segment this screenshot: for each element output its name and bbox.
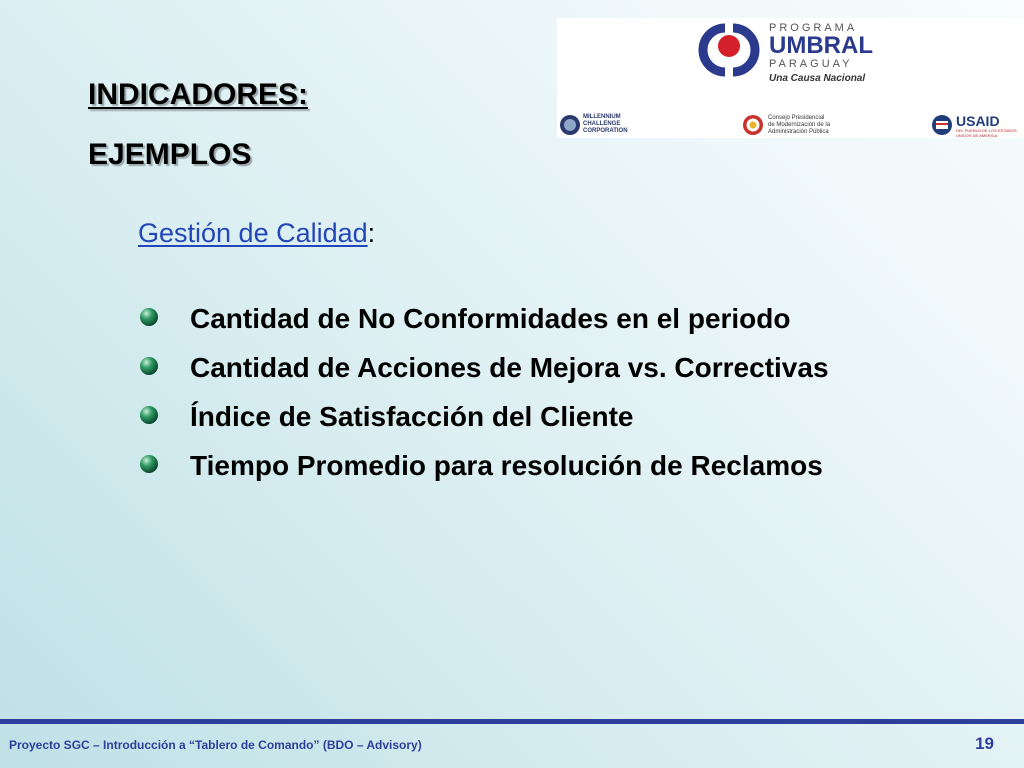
slide-subtitle: EJEMPLOS: [88, 138, 252, 171]
indicator-text: Tiempo Promedio para resolución de Reclamos: [190, 449, 823, 481]
footer-divider: [0, 719, 1024, 724]
sphere-bullet-icon: [138, 453, 160, 475]
consejo-logo-text: [768, 115, 830, 136]
sphere-bullet-icon: [138, 355, 160, 377]
cp-line-1: Consejo Presidencial: [768, 115, 825, 121]
list-item: [138, 441, 829, 490]
footer-text: Proyecto SGC – Introducción a “Tablero de Comando” (BDO – Advisory): [9, 738, 422, 752]
list-item: [138, 294, 829, 343]
mcc-seal-icon: [559, 114, 581, 136]
mcc-line-1: MILLENNIUM: [583, 114, 621, 120]
paraguay-seal-icon: [742, 114, 764, 136]
cp-line-2: de Modernización de la: [768, 122, 831, 128]
indicator-text: Índice de Satisfacción del Cliente: [190, 400, 634, 432]
cp-line-3: Administración Pública: [768, 129, 829, 135]
indicator-text: Cantidad de No Conformidades en el periodo: [190, 302, 791, 334]
page-number: 19: [975, 734, 994, 753]
indicator-text: Cantidad de Acciones de Mejora vs. Correctivas: [190, 351, 829, 383]
logo-tagline: Una Causa Nacional: [769, 73, 866, 84]
usaid-logo-text: [956, 114, 1017, 138]
usaid-seal-icon: [930, 114, 954, 136]
usaid-wordmark: USAID: [956, 113, 1000, 129]
indicator-list: [138, 294, 829, 490]
mcc-logo-text: [583, 114, 628, 135]
section-heading: [138, 218, 375, 249]
list-item: [138, 392, 829, 441]
mcc-line-3: CORPORATION: [583, 128, 628, 134]
logo-programa-text: PROGRAMA: [769, 22, 858, 34]
gestion-calidad-link[interactable]: Gestión de Calidad: [138, 218, 368, 248]
umbral-wordmark: [769, 22, 873, 84]
sphere-bullet-icon: [138, 404, 160, 426]
sphere-bullet-icon: [138, 306, 160, 328]
usaid-sub-2: UNIDOS DE AMERICA: [956, 133, 998, 138]
mcc-line-2: CHALLENGE: [583, 121, 621, 127]
logo-umbral-text: UMBRAL: [769, 32, 873, 59]
usaid-sub-1: DEL PUEBLO DE LOS ESTADOS: [956, 128, 1017, 133]
list-item: [138, 343, 829, 392]
logo-paraguay-text: PARAGUAY: [769, 58, 853, 70]
slide-title: INDICADORES:: [88, 78, 309, 111]
section-heading-colon: :: [367, 218, 376, 248]
umbral-emblem-icon: [695, 22, 763, 78]
sponsor-logos-panel: [557, 18, 1024, 138]
